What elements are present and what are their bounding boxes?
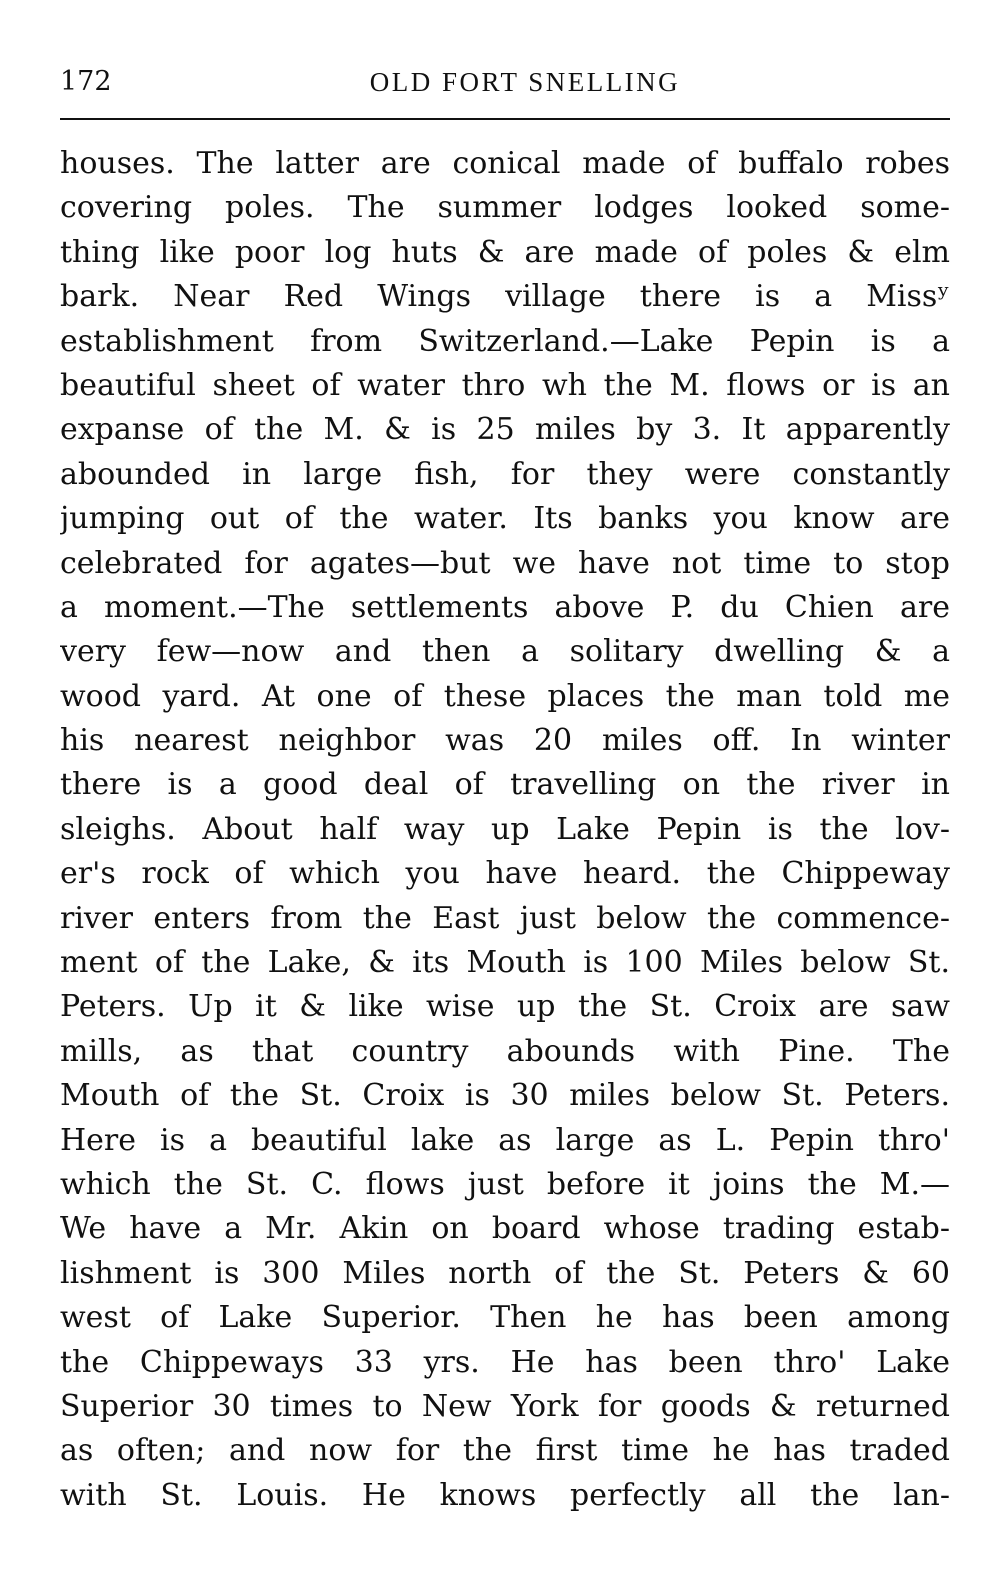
- text-line: houses. The latter are conical made of buffalo robes: [60, 146, 950, 181]
- text-line: Peters. Up it & like wise up the St. Croix are saw: [60, 989, 950, 1025]
- text-line: We have a Mr. Akin on board whose trading estab-: [60, 1211, 950, 1247]
- page-header: [60, 64, 950, 104]
- text-line: abounded in large fish, for they were constantly: [60, 456, 950, 492]
- text-line: sleighs. About half way up Lake Pepin is the lov-: [60, 811, 950, 847]
- text-line: establishment from Switzerland.—Lake Pepin is a: [60, 323, 950, 359]
- text-line: expanse of the M. & is 25 miles by 3. It apparently: [60, 412, 950, 448]
- text-line: there is a good deal of travelling on the river in: [60, 767, 950, 803]
- text-line: a moment.—The settlements above P. du Chien are: [60, 589, 950, 625]
- text-line: celebrated for agates—but we have not time to stop: [60, 545, 950, 581]
- text-line: Here is a beautiful lake as large as L. Pepin thro': [60, 1122, 950, 1158]
- text-line: lishment is 300 Miles north of the St. Peters & 60: [60, 1255, 950, 1291]
- text-line: thing like poor log huts & are made of poles & elm: [60, 234, 950, 270]
- text-line: with St. Louis. He knows perfectly all the lan-: [60, 1477, 950, 1513]
- text-line: very few—now and then a solitary dwelling & a: [60, 634, 950, 670]
- text-line: river enters from the East just below the commence-: [60, 900, 950, 936]
- text-line: which the St. C. flows just before it joins the M.—: [60, 1166, 950, 1202]
- running-title: OLD FORT SNELLING: [369, 67, 681, 97]
- body-text: [60, 142, 950, 1518]
- text-line: bark. Near Red Wings village there is a Missʸ: [60, 279, 950, 315]
- text-line: jumping out of the water. Its banks you know are: [60, 501, 950, 537]
- text-line: beautiful sheet of water thro wh the M. flows or is an: [60, 367, 950, 403]
- text-line: er's rock of which you have heard. the Chippeway: [60, 856, 950, 892]
- page-number: 172: [60, 66, 112, 97]
- text-line: his nearest neighbor was 20 miles off. In winter: [60, 723, 950, 759]
- text-line: wood yard. At one of these places the man told me: [60, 678, 950, 714]
- header-rule: [60, 118, 950, 120]
- text-line: west of Lake Superior. Then he has been among: [60, 1300, 950, 1336]
- text-line: Superior 30 times to New York for goods & returned: [60, 1388, 950, 1424]
- text-line: covering poles. The summer lodges looked some-: [60, 190, 950, 226]
- text-line: the Chippeways 33 yrs. He has been thro' Lake: [60, 1344, 950, 1380]
- text-line: mills, as that country abounds with Pine. The: [60, 1033, 950, 1069]
- text-line: ment of the Lake, & its Mouth is 100 Miles below St.: [60, 945, 950, 981]
- text-line: Mouth of the St. Croix is 30 miles below St. Peters.: [60, 1078, 950, 1114]
- text-line: as often; and now for the first time he has traded: [60, 1433, 950, 1469]
